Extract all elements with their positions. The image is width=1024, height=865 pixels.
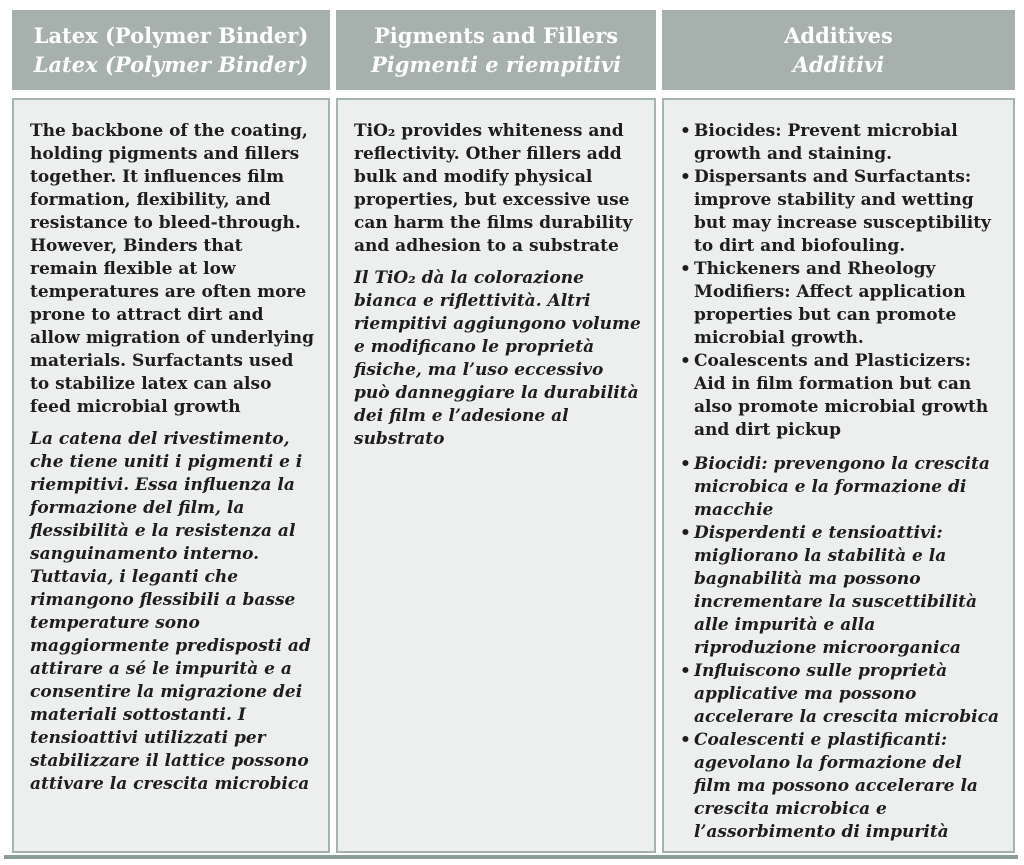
list-item-text: Disperdenti e tensioattivi: migliorano la stabilità e la bagnabilità ma possono incrementare la suscettibilità alle impurità e alla riproduzione microorganica: [694, 523, 978, 658]
bullet-icon: •: [680, 730, 691, 750]
list-item-text: Thickeners and Rheology Modifiers: Affect application properties but can promote microbial growth.: [694, 259, 966, 348]
list-item: [680, 166, 1001, 258]
list-item: [680, 120, 1001, 166]
list-item: [680, 350, 1001, 442]
column-header-additives: [662, 10, 1015, 90]
bullet-icon: •: [680, 351, 691, 371]
bullet-icon: •: [680, 121, 691, 141]
cell-latex-body: [12, 98, 330, 853]
bullet-icon: •: [680, 454, 691, 474]
list-item: [680, 729, 1001, 844]
latex-paragraph-en: The backbone of the coating, holding pigments and fillers together. It influences film formation, flexibility, and resistance to bleed-through. However, Binders that remain flexible at low temperatures are often more prone to attract dirt and allow migration of underlying materials. Surfactants used to stabilize latex can also feed microbial growth: [30, 121, 315, 417]
list-item-text: Biocides: Prevent microbial growth and staining.: [694, 121, 958, 164]
header-title-en: Additives: [784, 23, 893, 48]
list-item: [680, 258, 1001, 350]
list-item-text: Influiscono sulle proprietà applicative ma possono accelerare la crescita microbica: [694, 661, 999, 727]
column-header-latex: [12, 10, 330, 90]
cell-pigments-body: [336, 98, 656, 853]
pigments-paragraph-en: TiO₂ provides whiteness and reflectivity. Other fillers add bulk and modify physical properties, but excessive use can harm the films durability and adhesion to a substrate: [354, 121, 633, 256]
bullet-icon: •: [680, 167, 691, 187]
cell-additives-body: [662, 98, 1015, 853]
list-item: [680, 453, 1001, 522]
components-comparison-table: [12, 10, 1015, 853]
list-item-text: Biocidi: prevengono la crescita microbica e la formazione di macchie: [694, 454, 990, 520]
additives-list-it: [680, 453, 1001, 844]
bullet-icon: •: [680, 523, 691, 543]
header-title-it: Additivi: [792, 52, 885, 77]
list-item-text: Coalescents and Plasticizers: Aid in film formation but can also promote microbial growth and dirt pickup: [694, 351, 989, 440]
table-bottom-rule: [4, 855, 1018, 859]
bullet-icon: •: [680, 661, 691, 681]
list-item-text: Coalescenti e plastificanti: agevolano la formazione del film ma possono accelerare la crescita microbica e l’assorbimento di impurità: [694, 730, 978, 842]
header-title-en: Pigments and Fillers: [373, 23, 619, 48]
latex-paragraph-it: La catena del rivestimento, che tiene uniti i pigmenti e i riempitivi. Essa influenza la formazione del film, la flessibilità e la resistenza al sanguinamento interno. Tuttavia, i leganti che rimangono flessibili a basse temperature sono maggiormente predisposti ad attirare a sé le impurità e a consentire la migrazione dei materiali sottostanti. I tensioattivi utilizzati per stabilizzare il lattice possono attivare la crescita microbica: [30, 429, 311, 794]
header-title-it: Latex (Polymer Binder): [33, 52, 309, 77]
header-title-it: Pigmenti e riempitivi: [370, 52, 622, 77]
list-item-text: Dispersants and Surfactants: improve stability and wetting but may increase susceptibility to dirt and biofouling.: [694, 167, 991, 256]
additives-list-en: [680, 120, 1001, 442]
bullet-icon: •: [680, 259, 691, 279]
header-title-en: Latex (Polymer Binder): [33, 23, 309, 48]
list-item: [680, 660, 1001, 729]
pigments-paragraph-it: Il TiO₂ dà la colorazione bianca e riflettività. Altri riempitivi aggiungono volume e modificano le proprietà fisiche, ma l’uso eccessivo può danneggiare la durabilità dei film e l’adesione al substrato: [354, 268, 641, 449]
column-header-pigments: [336, 10, 656, 90]
list-item: [680, 522, 1001, 660]
